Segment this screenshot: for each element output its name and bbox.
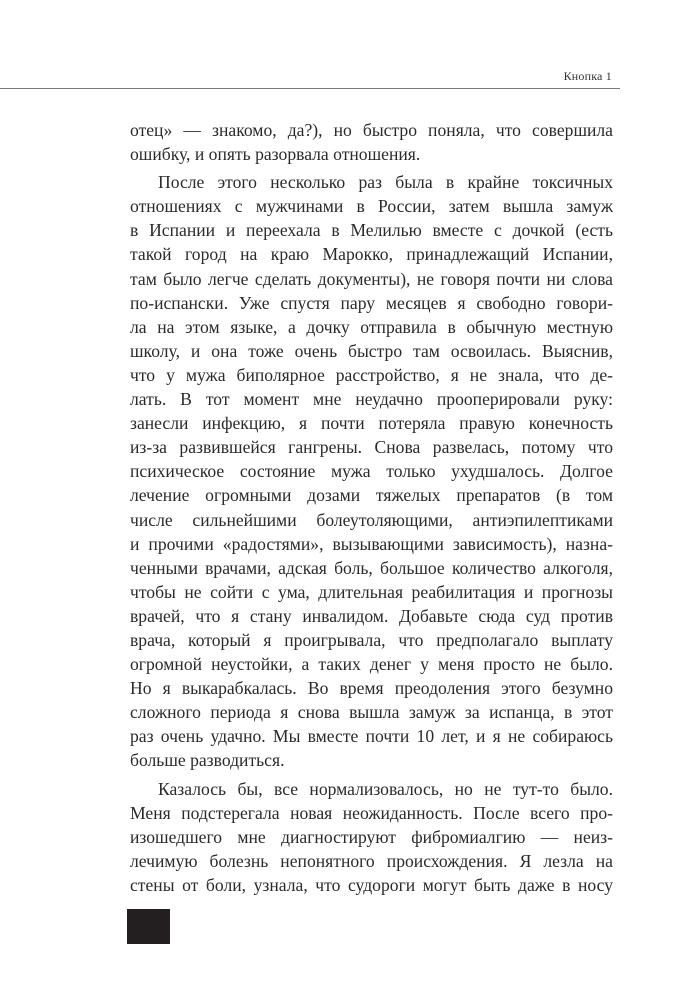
text-line: стены от боли, узнала, что судороги могут быть даже в носу [130, 874, 613, 895]
text-line: отношениях с мужчинами в России, затем вышла замуж [130, 196, 613, 217]
text-line: врачей, что я стану инвалидом. Добавьте сюда суд против [130, 605, 613, 626]
text-line: занесли инфекцию, я почти потеряла правую конечность [130, 413, 613, 434]
text-line: После этого несколько раз была в крайне токсичных [158, 172, 613, 193]
text-line: больше разводиться. [130, 750, 285, 771]
text-line: отец» — знакомо, да?), но быстро поняла, что совершила [130, 120, 613, 140]
text-line: такой город на краю Марокко, принадлежащий Испании, [130, 244, 613, 265]
text-line: числе сильнейшими болеутоляющими, антиэпилептиками [130, 509, 613, 530]
text-line: врача, который я проигрывала, что предполагало выплату [130, 629, 613, 650]
text-line: ла на этом языке, а дочку отправила в обычную местную [130, 316, 613, 337]
text-line: ошибку, и опять разорвала отношения. [130, 144, 421, 165]
text-line: Но я выкарабкалась. Во время преодоления этого безумно [130, 678, 613, 699]
paragraph [130, 170, 613, 772]
text-line: раз очень удачно. Мы вместе почти 10 лет, и я не собираюсь [130, 726, 613, 747]
text-line: психическое состояние мужа только ухудшалось. Долгое [130, 461, 613, 482]
header-rule [0, 88, 620, 89]
text-line: огромной неустойки, а таких денег у меня просто не было. [130, 654, 613, 675]
text-line: ченными врачами, адская боль, большое количество алкоголя, [130, 557, 613, 578]
page-body [130, 118, 613, 897]
text-line: там было легче сделать документы), не говоря почти ни слова [130, 268, 613, 289]
text-line: Меня подстерегала новая неожиданность. После всего про- [130, 802, 613, 823]
text-line: лечение огромными дозами тяжелых препаратов (в том [130, 485, 613, 506]
text-line: в Испании и переехала в Мелилью вместе с дочкой (есть [130, 220, 613, 241]
text-line: что у мужа биполярное расстройство, я не знала, что де- [130, 364, 613, 385]
text-line: школу, и она тоже очень быстро там освоилась. Выяснив, [130, 340, 613, 361]
text-line: и прочими «радостями», вызывающими зависимость), назна- [130, 533, 613, 554]
running-head: Кнопка 1 [563, 69, 612, 83]
page-marker-block [127, 909, 170, 944]
text-line: из-за развившейся гангрены. Снова развелась, потому что [130, 437, 613, 458]
text-line: Казалось бы, все нормализовалось, но не тут-то было. [158, 778, 613, 799]
text-line: по-испански. Уже спустя пару месяцев я свободно говори- [130, 292, 613, 313]
text-line: лечимую болезнь непонятного происхождения. Я лезла на [130, 850, 613, 871]
text-line: изошедшего мне диагностируют фибромиалгию — неиз- [130, 826, 613, 847]
paragraph [130, 118, 613, 166]
paragraph [130, 777, 613, 897]
text-line: лать. В тот момент мне неудачно прооперировали руку: [130, 389, 613, 410]
text-line: чтобы не сойти с ума, длительная реабилитация и прогнозы [130, 581, 613, 602]
text-line: сложного периода я снова вышла замуж за испанца, в этот [130, 702, 613, 723]
